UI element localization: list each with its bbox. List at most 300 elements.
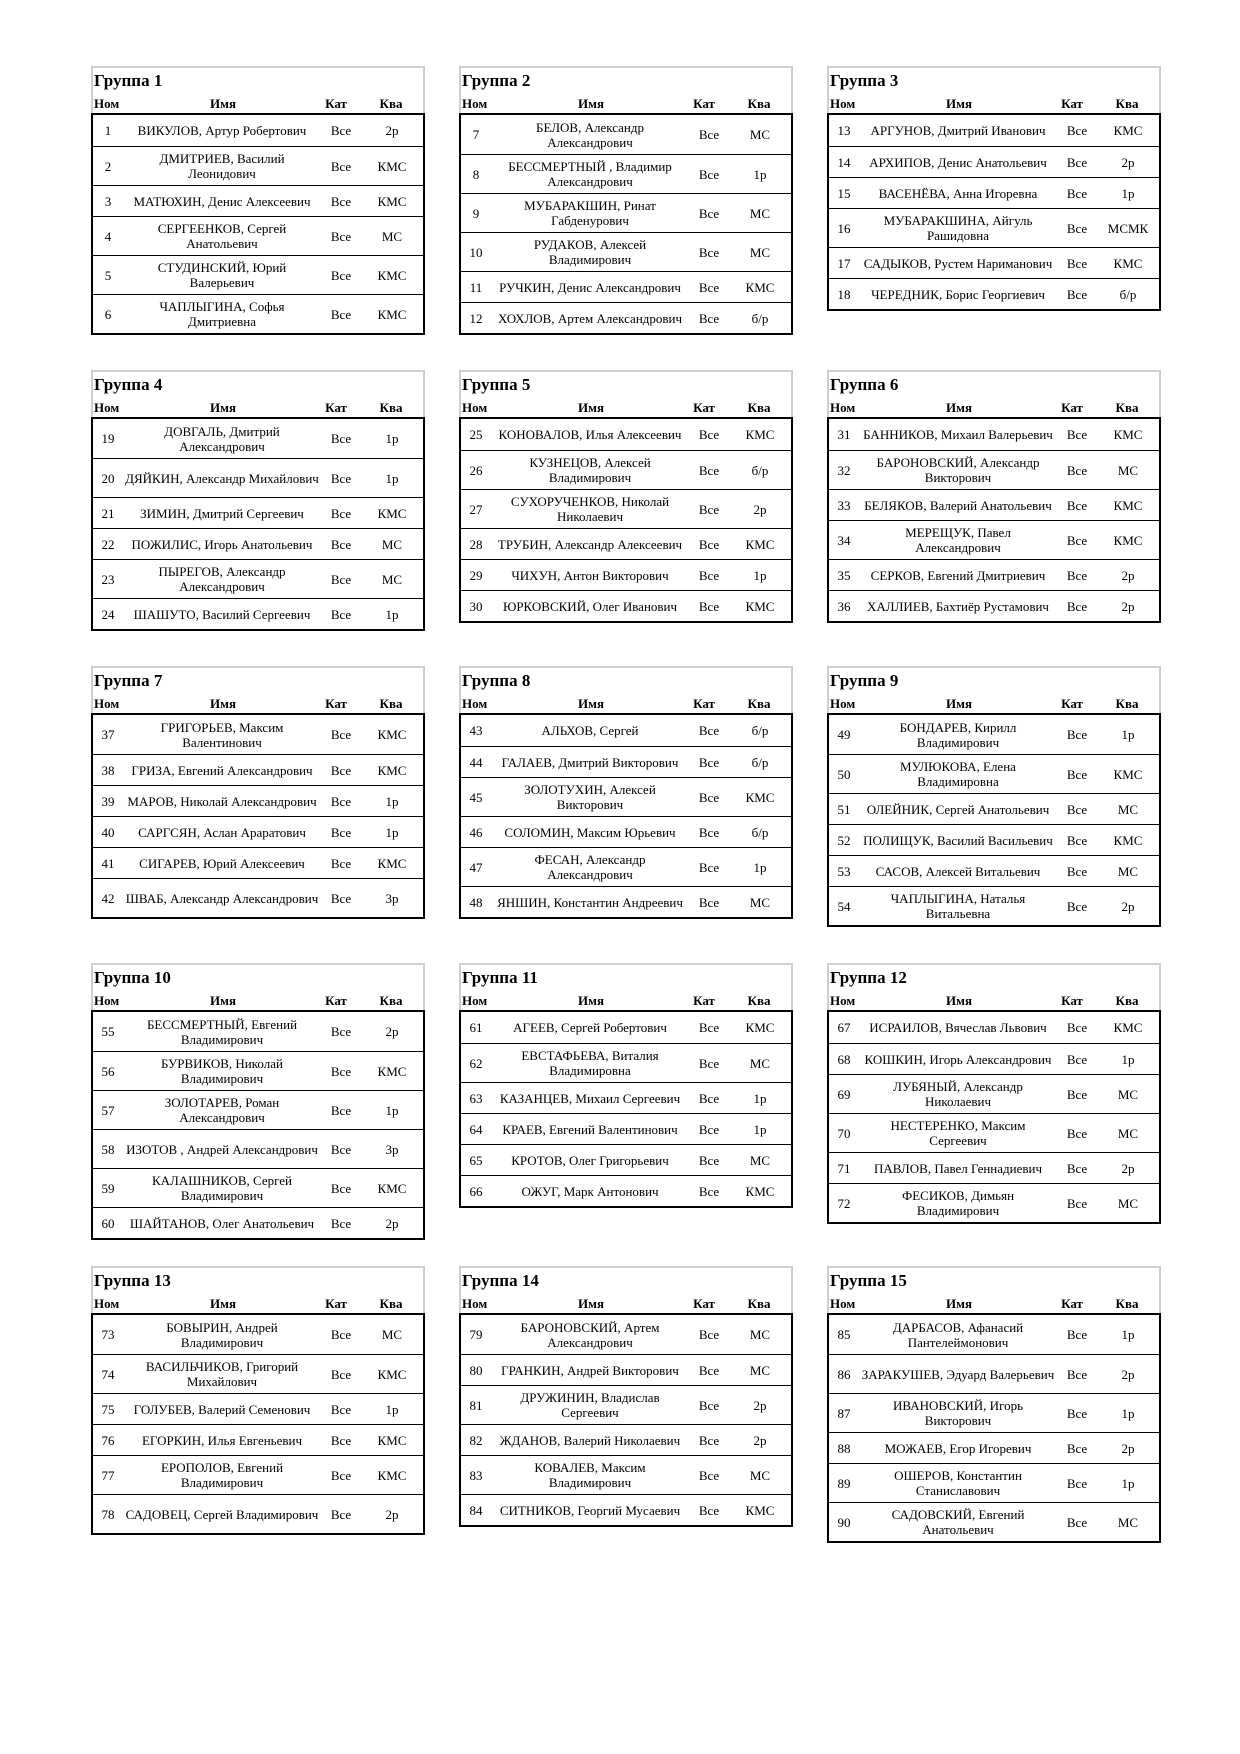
participant-number: 38 (101, 762, 115, 778)
participant-number: 22 (101, 536, 115, 552)
participant-category: Все (1066, 1125, 1088, 1141)
participant-qualification: 1р (753, 859, 767, 875)
group-table (827, 713, 1161, 927)
participant-number: 68 (837, 1051, 851, 1067)
participant-name: ПОЛИЩУК, Василий Васильевич (863, 832, 1053, 848)
participant-number: 56 (101, 1063, 115, 1079)
participant-category: Все (330, 727, 352, 742)
participant-qualification: 1р (385, 431, 399, 446)
group-title: Группа 4 (94, 375, 163, 394)
participant-qualification: 1р (385, 824, 399, 840)
table-row (461, 1082, 791, 1113)
participant-number: 71 (837, 1160, 851, 1176)
participant-qualification: МС (381, 571, 403, 587)
participant-category: Все (330, 824, 352, 840)
participant-category: Все (1066, 1051, 1088, 1067)
participant-number: 86 (837, 1366, 851, 1382)
participant-name: САДОВСКИЙ, Евгений Анатольевич (891, 1507, 1025, 1537)
participant-qualification: МС (749, 127, 771, 142)
participant-qualification: КМС (745, 536, 775, 552)
participant-name: ЕРОПОЛОВ, Евгений Владимирович (160, 1460, 284, 1490)
table-row (461, 115, 791, 154)
participant-qualification: КМС (377, 505, 407, 521)
participant-category: Все (1066, 1195, 1088, 1211)
participant-name: БЕССМЕРТНЫЙ, Евгений Владимирович (146, 1016, 298, 1047)
participant-number: 48 (469, 894, 483, 910)
table-row (93, 1129, 423, 1168)
participant-qualification: КМС (745, 598, 775, 614)
table-row (461, 1354, 791, 1385)
participant-name: ЮРКОВСКИЙ, Олег Иванович (502, 598, 678, 614)
participant-category: Все (330, 1102, 352, 1118)
table-row (93, 419, 423, 458)
header-cat: Кат (325, 400, 347, 415)
participant-number: 9 (472, 205, 480, 221)
participant-number: 34 (837, 532, 851, 548)
table-header (93, 991, 423, 1010)
participant-category: Все (330, 1024, 352, 1039)
table-row (829, 177, 1159, 208)
participant-name: ВАСЕНЁВА, Анна Игоревна (878, 185, 1038, 201)
table-row (829, 754, 1159, 793)
header-qual: Ква (1115, 993, 1139, 1008)
participant-qualification: 2р (385, 1215, 399, 1231)
table-header (461, 94, 791, 113)
participant-qualification: 1р (1121, 1051, 1135, 1067)
participant-name: ПАВЛОВ, Павел Геннадиевич (873, 1160, 1042, 1176)
participant-number: 14 (837, 154, 851, 170)
participant-number: 61 (469, 1020, 483, 1035)
participant-number: 41 (101, 855, 115, 871)
group-table (827, 1313, 1161, 1543)
participant-name: ШАШУТО, Василий Сергеевич (133, 606, 311, 622)
group-block (827, 666, 1161, 927)
table-row (93, 146, 423, 185)
participant-category: Все (330, 470, 352, 486)
participant-qualification: 1р (1121, 1475, 1135, 1491)
participant-name: БУРВИКОВ, Николай Владимирович (161, 1056, 283, 1086)
participant-number: 54 (837, 898, 851, 914)
participant-category: Все (698, 754, 720, 770)
participant-name: РУЧКИН, Денис Александрович (499, 279, 681, 295)
table-row (93, 1168, 423, 1207)
header-name: Имя (946, 96, 972, 111)
table-row (93, 785, 423, 816)
participant-number: 64 (469, 1121, 483, 1137)
table-row (461, 232, 791, 271)
participant-category: Все (1066, 532, 1088, 548)
participant-category: Все (1066, 1440, 1088, 1456)
participant-name: ГРИГОРЬЕВ, Максим Валентинович (160, 719, 284, 750)
table-row (93, 1354, 423, 1393)
participant-name: БАННИКОВ, Михаил Валерьевич (863, 427, 1053, 442)
participant-category: Все (330, 1327, 352, 1342)
table-row (461, 847, 791, 886)
header-name: Имя (210, 96, 236, 111)
header-cat: Кат (693, 96, 715, 111)
participant-qualification: КМС (745, 789, 775, 805)
table-row (829, 115, 1159, 146)
participant-category: Все (698, 824, 720, 840)
participant-name: БЕЛЯКОВ, Валерий Анатольевич (864, 497, 1052, 513)
table-header (93, 1294, 423, 1313)
participant-qualification: 1р (753, 567, 767, 583)
participant-name: ХАЛЛИЕВ, Бахтиёр Рустамович (867, 598, 1049, 614)
participant-category: Все (698, 1397, 720, 1413)
header-qual: Ква (747, 96, 771, 111)
participant-name: КРАЕВ, Евгений Валентинович (502, 1121, 678, 1137)
table-row (93, 1315, 423, 1354)
header-num: Ном (94, 400, 120, 415)
participant-name: КРОТОВ, Олег Григорьевич (511, 1152, 669, 1168)
table-row (461, 1043, 791, 1082)
table-row (93, 216, 423, 255)
participant-name: СИГАРЕВ, Юрий Алексеевич (139, 855, 305, 871)
table-row (461, 1315, 791, 1354)
group-title: Группа 13 (94, 1271, 171, 1290)
table-row (461, 271, 791, 302)
table-header (461, 1294, 791, 1313)
participant-number: 75 (101, 1401, 115, 1417)
table-row (93, 1494, 423, 1533)
participant-number: 60 (101, 1215, 115, 1231)
participant-number: 58 (101, 1141, 115, 1157)
participant-name: ВАСИЛЬЧИКОВ, Григорий Михайлович (145, 1359, 299, 1389)
participant-category: Все (330, 536, 352, 552)
participant-category: Все (1066, 1160, 1088, 1176)
participant-category: Все (1066, 1020, 1088, 1035)
participant-qualification: б/р (751, 310, 769, 326)
table-row (829, 489, 1159, 520)
table-row (93, 816, 423, 847)
participant-qualification: КМС (1113, 832, 1143, 848)
participant-number: 39 (101, 793, 115, 809)
participant-category: Все (1066, 427, 1088, 442)
group-title: Группа 9 (830, 671, 899, 690)
participant-number: 37 (101, 727, 115, 742)
group-title: Группа 3 (830, 71, 899, 90)
participant-name: БАРОНОВСКИЙ, Александр Викторович (876, 455, 1040, 485)
table-header (829, 94, 1159, 113)
table-row (829, 886, 1159, 925)
participant-name: ПОЖИЛИС, Игорь Анатольевич (131, 536, 313, 552)
participant-number: 83 (469, 1467, 483, 1483)
table-row (829, 450, 1159, 489)
participant-name: ГОЛУБЕВ, Валерий Семенович (133, 1401, 311, 1417)
participant-qualification: МС (749, 244, 771, 260)
participant-category: Все (1066, 123, 1088, 138)
header-num: Ном (830, 993, 856, 1008)
header-cat: Кат (325, 96, 347, 111)
participant-category: Все (698, 1020, 720, 1035)
participant-number: 5 (104, 267, 112, 283)
participant-category: Все (330, 228, 352, 244)
participant-name: БОВЫРИН, Андрей Владимирович (166, 1319, 278, 1350)
participant-number: 47 (469, 859, 483, 875)
participant-category: Все (330, 855, 352, 871)
table-row (829, 146, 1159, 177)
participant-number: 19 (101, 431, 115, 446)
table-row (461, 559, 791, 590)
participant-name: ПЫРЕГОВ, Александр Александрович (158, 564, 286, 594)
participant-number: 57 (101, 1102, 115, 1118)
group-block (459, 370, 793, 623)
participant-category: Все (330, 123, 352, 138)
participant-qualification: 2р (753, 1432, 767, 1448)
participant-category: Все (698, 310, 720, 326)
participant-number: 6 (104, 306, 112, 322)
participant-category: Все (330, 1506, 352, 1522)
table-header (93, 694, 423, 713)
participant-qualification: 1р (385, 470, 399, 486)
participant-category: Все (330, 1215, 352, 1231)
participant-qualification: МС (1117, 801, 1139, 817)
table-row (93, 1207, 423, 1238)
table-row (829, 559, 1159, 590)
participant-name: ЗОЛОТАРЕВ, Роман Александрович (164, 1095, 280, 1125)
participant-category: Все (698, 723, 720, 738)
participant-name: КОНОВАЛОВ, Илья Алексеевич (498, 427, 682, 442)
participant-qualification: КМС (745, 279, 775, 295)
table-row (93, 715, 423, 754)
participant-name: СИТНИКОВ, Георгий Мусаевич (499, 1502, 681, 1518)
participant-qualification: б/р (751, 462, 769, 478)
participant-category: Все (698, 1152, 720, 1168)
header-num: Ном (94, 1296, 120, 1311)
participant-category: Все (698, 1327, 720, 1342)
participant-qualification: 2р (753, 501, 767, 517)
participant-number: 25 (469, 427, 483, 442)
participant-qualification: 2р (1121, 598, 1135, 614)
participant-number: 69 (837, 1086, 851, 1102)
table-row (461, 886, 791, 917)
group-table (459, 417, 793, 623)
group-block (91, 666, 425, 919)
participant-name: САСОВ, Алексей Витальевич (875, 863, 1041, 879)
table-row (93, 754, 423, 785)
participant-qualification: 2р (1121, 1440, 1135, 1456)
table-header (829, 398, 1159, 417)
participant-qualification: 2р (1121, 154, 1135, 170)
participant-number: 26 (469, 462, 483, 478)
group-title: Группа 10 (94, 968, 171, 987)
participant-qualification: МСМК (1107, 220, 1149, 236)
participant-name: ЛУБЯНЫЙ, Александр Николаевич (893, 1079, 1023, 1109)
participant-category: Все (1066, 898, 1088, 914)
participant-name: МУБАРАКШИН, Ринат Габденурович (524, 198, 656, 228)
group-table (459, 1010, 793, 1208)
participant-number: 45 (469, 789, 483, 805)
participant-category: Все (1066, 255, 1088, 271)
table-row (461, 302, 791, 333)
participant-number: 62 (469, 1055, 483, 1071)
group-block (91, 370, 425, 631)
group-block (91, 66, 425, 335)
participant-category: Все (698, 427, 720, 442)
header-cat: Кат (1061, 400, 1083, 415)
participant-qualification: КМС (745, 1183, 775, 1199)
participant-qualification: КМС (377, 727, 407, 742)
table-row (829, 247, 1159, 278)
participant-qualification: МС (749, 205, 771, 221)
participant-qualification: 3р (385, 1141, 399, 1157)
participant-qualification: МС (1117, 1514, 1139, 1530)
participant-name: МАТЮХИН, Денис Алексеевич (133, 193, 311, 209)
group-title: Группа 1 (94, 71, 163, 90)
participant-category: Все (698, 567, 720, 583)
table-row (93, 115, 423, 146)
participant-name: МОЖАЕВ, Егор Игоревич (884, 1440, 1032, 1456)
participant-name: ХОХЛОВ, Артем Александрович (497, 310, 683, 326)
participant-category: Все (698, 894, 720, 910)
participant-qualification: КМС (377, 193, 407, 209)
participant-category: Все (330, 1467, 352, 1483)
participant-number: 13 (837, 123, 851, 138)
table-header (461, 398, 791, 417)
participant-number: 88 (837, 1440, 851, 1456)
participant-name: ЕГОРКИН, Илья Евгеньевич (141, 1432, 303, 1448)
table-row (829, 419, 1159, 450)
participant-number: 90 (837, 1514, 851, 1530)
participant-name: ЗИМИН, Дмитрий Сергеевич (140, 505, 304, 521)
participant-name: САДОВЕЦ, Сергей Владимирович (125, 1506, 319, 1522)
participant-qualification: МС (749, 1327, 771, 1342)
participant-name: ДРУЖИНИН, Владислав Сергеевич (520, 1390, 660, 1420)
header-num: Ном (462, 400, 488, 415)
participant-qualification: МС (1117, 1195, 1139, 1211)
table-row (93, 294, 423, 333)
participant-qualification: КМС (377, 855, 407, 871)
participant-category: Все (330, 267, 352, 283)
table-header (93, 94, 423, 113)
table-row (829, 1043, 1159, 1074)
header-name: Имя (210, 1296, 236, 1311)
participant-number: 52 (837, 832, 851, 848)
header-name: Имя (210, 400, 236, 415)
header-name: Имя (578, 1296, 604, 1311)
group-block (459, 963, 793, 1208)
participant-qualification: 2р (385, 123, 399, 138)
group-block (459, 1266, 793, 1527)
table-row (829, 1315, 1159, 1354)
participant-name: АЛЬХОВ, Сергей (541, 723, 639, 738)
participant-number: 63 (469, 1090, 483, 1106)
participant-name: ЧАПЛЫГИНА, Софья Дмитриевна (159, 299, 285, 329)
participant-name: ОЛЕЙНИК, Сергей Анатольевич (866, 801, 1050, 817)
participant-name: ШВАБ, Александр Александрович (125, 890, 319, 906)
table-row (829, 208, 1159, 247)
participant-qualification: 2р (1121, 567, 1135, 583)
participant-qualification: 2р (1121, 1366, 1135, 1382)
table-row (829, 1183, 1159, 1222)
header-qual: Ква (379, 993, 403, 1008)
participant-category: Все (330, 505, 352, 521)
group-table (827, 417, 1161, 623)
participant-number: 59 (101, 1180, 115, 1196)
table-row (93, 1090, 423, 1129)
participant-name: ЖДАНОВ, Валерий Николаевич (499, 1432, 681, 1448)
participant-qualification: МС (749, 1055, 771, 1071)
participant-number: 35 (837, 567, 851, 583)
participant-category: Все (698, 501, 720, 517)
participant-number: 84 (469, 1502, 483, 1518)
participant-category: Все (698, 205, 720, 221)
participant-qualification: 1р (385, 1401, 399, 1417)
table-row (461, 450, 791, 489)
participant-number: 23 (101, 571, 115, 587)
participant-category: Все (330, 571, 352, 587)
participant-category: Все (330, 1063, 352, 1079)
participant-number: 16 (837, 220, 851, 236)
table-row (93, 458, 423, 497)
table-row (93, 1393, 423, 1424)
participant-number: 2 (104, 158, 112, 174)
participant-qualification: МС (1117, 1125, 1139, 1141)
participant-qualification: КМС (377, 1432, 407, 1448)
participant-qualification: б/р (751, 723, 769, 738)
header-num: Ном (94, 993, 120, 1008)
participant-name: ФЕСИКОВ, Димьян Владимирович (901, 1188, 1015, 1218)
participant-category: Все (330, 1401, 352, 1417)
participant-name: АРХИПОВ, Денис Анатольевич (869, 154, 1047, 170)
table-row (829, 1113, 1159, 1152)
participant-category: Все (1066, 1405, 1088, 1421)
participant-qualification: КМС (377, 306, 407, 322)
table-row (829, 793, 1159, 824)
participant-name: ГРИЗА, Евгений Александрович (131, 762, 313, 778)
participant-name: КАЛАШНИКОВ, Сергей Владимирович (151, 1173, 293, 1203)
table-row (461, 193, 791, 232)
participant-category: Все (1066, 185, 1088, 201)
header-num: Ном (94, 96, 120, 111)
participant-category: Все (330, 762, 352, 778)
participant-category: Все (1066, 766, 1088, 782)
participant-qualification: КМС (1113, 532, 1143, 548)
header-qual: Ква (379, 96, 403, 111)
participant-qualification: 1р (1121, 727, 1135, 742)
participant-number: 11 (469, 279, 483, 295)
table-row (829, 1074, 1159, 1113)
participant-name: ЗАРАКУШЕВ, Эдуард Валерьевич (861, 1366, 1055, 1382)
table-row (461, 154, 791, 193)
participant-qualification: КМС (1113, 497, 1143, 513)
participant-number: 73 (101, 1327, 115, 1342)
participant-qualification: МС (381, 1327, 403, 1342)
participant-number: 15 (837, 185, 851, 201)
participant-name: СТУДИНСКИЙ, Юрий Валерьевич (157, 260, 287, 290)
participant-number: 7 (472, 127, 480, 142)
table-row (461, 1494, 791, 1525)
participant-number: 28 (469, 536, 483, 552)
participant-qualification: КМС (1113, 123, 1143, 138)
header-name: Имя (578, 696, 604, 711)
participant-category: Все (698, 789, 720, 805)
header-name: Имя (578, 993, 604, 1008)
participant-number: 77 (101, 1467, 115, 1483)
participant-name: МАРОВ, Николай Александрович (127, 793, 317, 809)
participant-qualification: б/р (751, 824, 769, 840)
table-header (93, 398, 423, 417)
participant-qualification: 1р (1121, 185, 1135, 201)
participant-category: Все (698, 1432, 720, 1448)
participant-number: 21 (101, 505, 115, 521)
participant-category: Все (1066, 863, 1088, 879)
header-cat: Кат (1061, 1296, 1083, 1311)
table-row (461, 715, 791, 746)
header-name: Имя (946, 400, 972, 415)
participant-category: Все (330, 193, 352, 209)
participant-category: Все (698, 1090, 720, 1106)
